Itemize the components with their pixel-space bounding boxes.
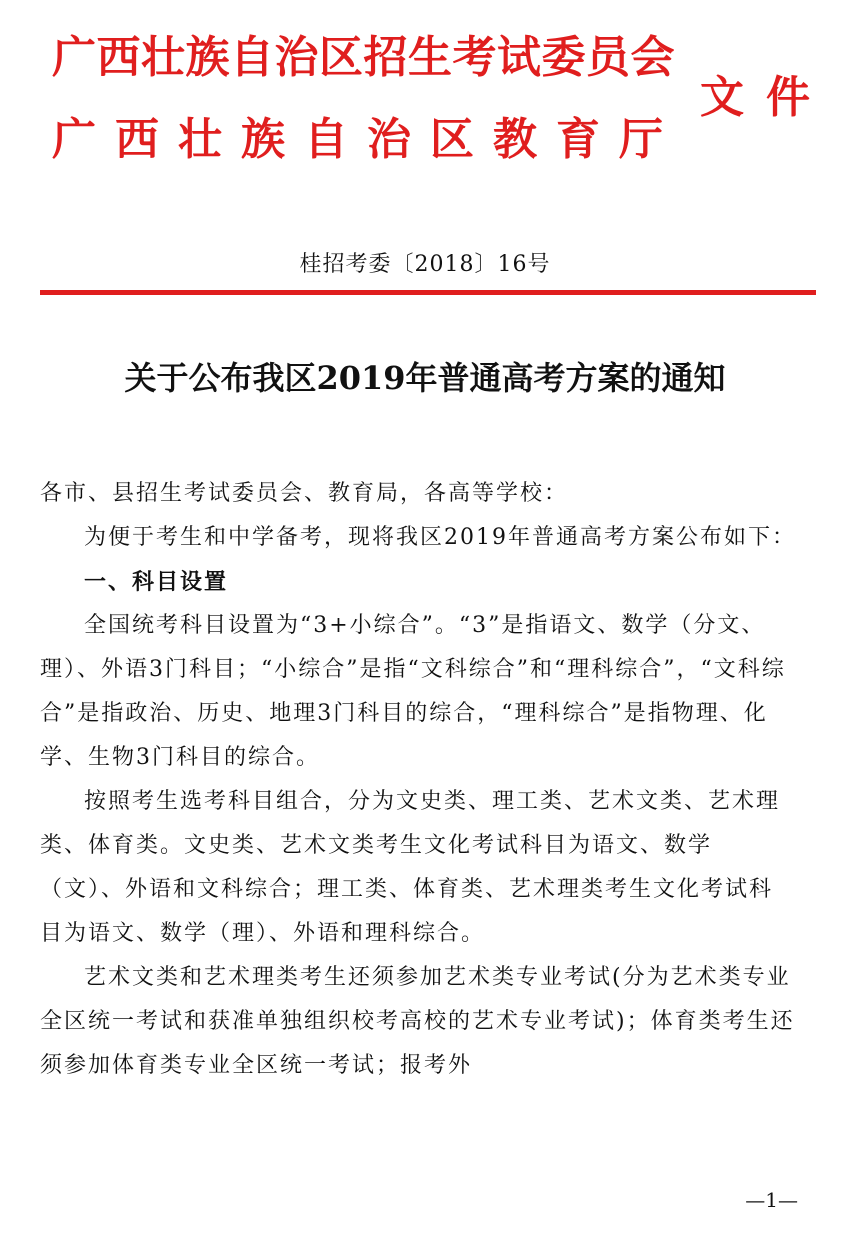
- intro-paragraph: 为便于考生和中学备考，现将我区2019年普通高考方案公布如下：: [84, 525, 796, 550]
- document-number: 桂招考委〔2018〕16号: [299, 252, 551, 277]
- page-number: —1—: [745, 1188, 798, 1212]
- document-type: 文件: [700, 72, 832, 123]
- issuer-line-2: 广西壮族自治区教育厅: [52, 114, 682, 165]
- salutation: 各市、县招生考试委员会、教育局，各高等学校：: [40, 481, 569, 506]
- section-heading: 一、科目设置: [84, 569, 229, 595]
- paragraph: 艺术文类和艺术理类考生还须参加艺术类专业考试(分为艺术类专业全区统一考试和获准单独组织校考高校的艺术专业考试)；体育类考生还须参加体育类专业全区统一考试；报考外: [40, 965, 795, 1078]
- red-divider: [40, 290, 816, 295]
- paragraph: 按照考生选考科目组合，分为文史类、理工类、艺术文类、艺术理类、体育类。文史类、艺术文类考生文化考试科目为语文、数学（文）、外语和文科综合；理工类、体育类、艺术理类考生文化考试科目为语文、数学（理）、外语和理科综合。: [40, 789, 781, 946]
- paragraph: 全国统考科目设置为“3+小综合”。“3”是指语文、数学（分文、理）、外语3门科目；“小综合”是指“文科综合”和“理科综合”，“文科综合”是指政治、历史、地理3门科目的综合，“理科综合”是指物理、化学、生物3门科目的综合。: [40, 613, 786, 770]
- document-title: 关于公布我区2019年普通高考方案的通知: [124, 359, 726, 397]
- document-body: [40, 472, 796, 1088]
- issuer-line-1: 广西壮族自治区招生考试委员会: [52, 32, 675, 83]
